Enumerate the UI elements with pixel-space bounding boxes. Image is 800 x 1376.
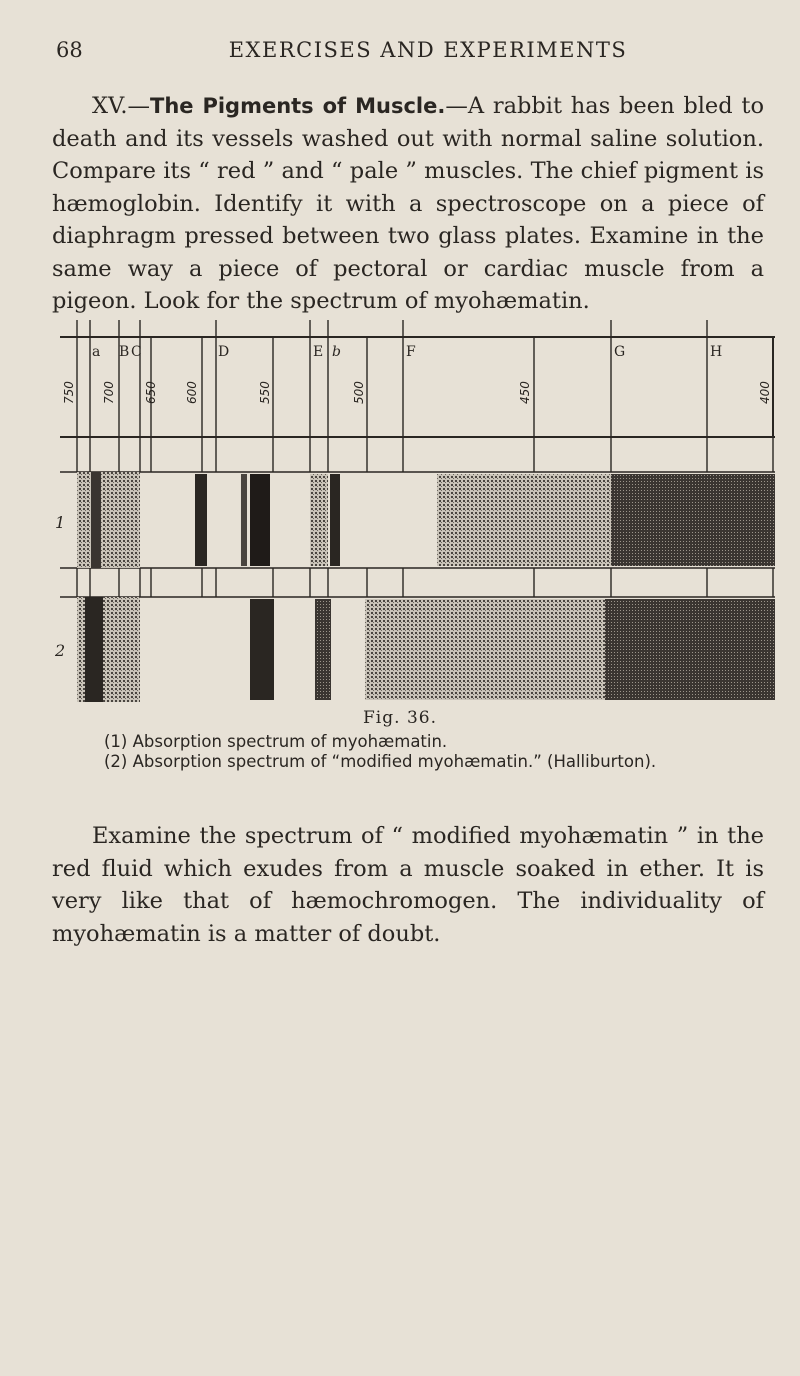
line-label-a: a: [92, 344, 101, 360]
band-d2-1: [250, 474, 270, 566]
line-label-F: F: [406, 344, 416, 360]
line-label-G: G: [614, 344, 626, 360]
running-head: EXERCISES AND EXPERIMENTS: [228, 38, 628, 62]
spectrum-diagram: [55, 312, 780, 707]
band-600-1: [195, 474, 207, 566]
spectrum-2: [55, 597, 775, 702]
section-heading: The Pigments of Muscle.: [150, 94, 446, 118]
line-label-E: E: [313, 344, 324, 360]
caption-2: (2) Absorption spectrum of “modified myohæmatin.” (Halliburton).: [104, 752, 657, 771]
wavelength-500: 500: [352, 381, 366, 404]
band-violet-1: [611, 474, 775, 566]
wavelength-750: 750: [62, 381, 76, 404]
wavelength-650: 650: [144, 381, 158, 404]
section-body: —A rabbit has been bled to death and its vessels washed out with normal saline solution. Compare its “ red ” and “ pale ” muscles. The chief pigment is hæmoglobin. Identify it with a spectroscope on a piece of diaphragm pressed between two glass plates. Examine in the same way a piece of pectoral or cardiac muscle from a pigeon. Look for the spectrum of myohæmatin.: [52, 93, 764, 314]
spectrum-1: [55, 472, 775, 568]
closing-paragraph: Examine the spectrum of “ modified myohæmatin ” in the red fluid which exudes from a muscle soaked in ether. It is very like that of hæmochromogen. The individuality of myohæmatin is a matter of doubt.: [52, 823, 764, 947]
page-header: [56, 38, 760, 68]
caption-1: (1) Absorption spectrum of myohæmatin.: [104, 732, 448, 751]
band-e-1: [310, 474, 328, 566]
wavelength-450: 450: [518, 381, 532, 404]
spectrum-number-2: 2: [55, 641, 66, 660]
line-label-b: b: [332, 344, 341, 360]
band-b-1: [330, 474, 340, 566]
page-number: 68: [56, 38, 83, 62]
line-label-H: H: [710, 344, 723, 360]
band-d1-1: [241, 474, 247, 566]
spectrum-number-1: 1: [55, 513, 66, 532]
wavelength-700: 700: [102, 381, 116, 404]
band-blue-2: [365, 599, 605, 700]
band-e-2: [315, 599, 331, 700]
spectrum-figure: [55, 312, 780, 707]
section-number: XV.—: [92, 93, 150, 119]
figure-captions: [104, 732, 784, 772]
band-d-2: [250, 599, 274, 700]
band-red-1: [77, 472, 140, 568]
line-label-D: D: [218, 344, 230, 360]
line-label-B: B: [119, 344, 130, 360]
band-a-2: [85, 597, 103, 702]
band-a-1: [91, 472, 101, 568]
wavelength-600: 600: [185, 381, 199, 404]
band-blue-1: [437, 474, 612, 566]
section-paragraph: [52, 90, 764, 318]
band-violet-2: [605, 599, 775, 700]
figure-label: Fig. 36.: [363, 708, 437, 728]
wavelength-550: 550: [258, 381, 272, 404]
wavelength-400: 400: [758, 381, 772, 404]
line-label-C: C: [131, 344, 142, 360]
